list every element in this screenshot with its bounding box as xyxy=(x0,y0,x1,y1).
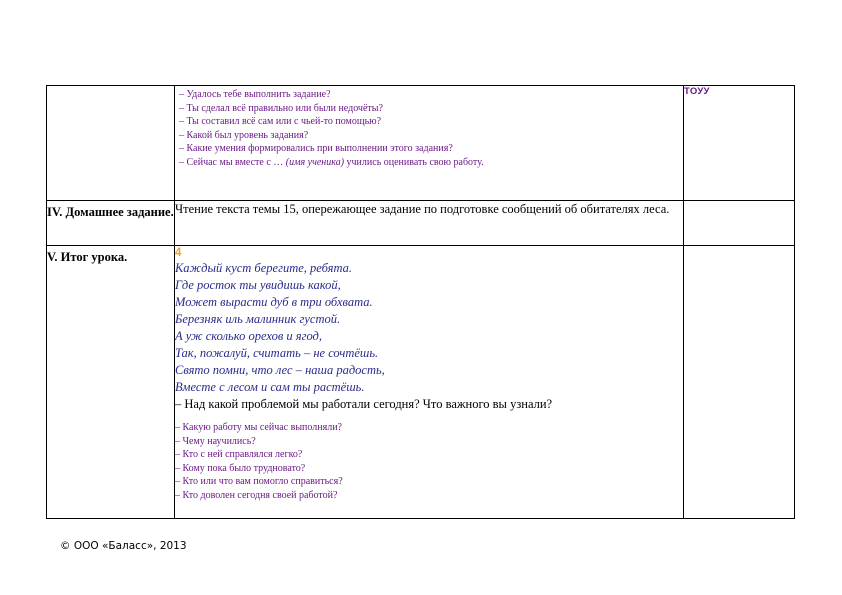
question-line: – Кому пока было трудновато? xyxy=(175,462,306,474)
poem-line: Может вырасти дуб в три обхвата. xyxy=(175,295,373,309)
section-title: IV. Домашнее задание. xyxy=(47,201,175,246)
question-text: учились оценивать свою работу. xyxy=(344,156,484,168)
homework-text: Чтение текста темы 15, опережающее задание по подготовке сообщений об обитателях леса. xyxy=(175,201,684,246)
poem-line: Где росток ты увидишь какой, xyxy=(175,278,341,292)
table-row xyxy=(47,86,795,201)
reflection-questions xyxy=(175,421,683,503)
question-line: – Какую работу мы сейчас выполняли? xyxy=(175,422,342,433)
table-cell-note xyxy=(684,201,795,246)
section-title: V. Итог урока. xyxy=(47,246,175,519)
poem-line: Каждый куст берегите, ребята. xyxy=(175,261,352,275)
table-cell-note xyxy=(684,246,795,519)
table-row xyxy=(47,201,795,246)
table-cell-section xyxy=(47,86,175,201)
lesson-table xyxy=(46,85,795,519)
question-text: – Сейчас мы вместе с … xyxy=(179,156,286,168)
poem-line: Свято помни, что лес – наша радость, xyxy=(175,363,385,377)
step-number: 4 xyxy=(175,247,182,259)
question-line: – Какие умения формировались при выполнении этого задания? xyxy=(179,143,453,155)
question-line: – Ты составил всё сам или с чьей-то помощью? xyxy=(179,116,382,128)
question-line: – Кто доволен сегодня своей работой? xyxy=(175,489,338,501)
copyright-footer: © ООО «Баласс», 2013 xyxy=(60,540,187,552)
student-name-placeholder: (имя ученика) xyxy=(285,156,345,168)
question-line: – Кто с ней справлялся легко? xyxy=(175,449,303,461)
question-line: – Удалось тебе выполнить задание? xyxy=(179,89,331,100)
summary-question: – Над какой проблемой мы работали сегодня? Что важного вы узнали? xyxy=(175,397,553,411)
question-line: – Ты сделал всё правильно или были недочёты? xyxy=(179,102,383,114)
table-row xyxy=(47,246,795,519)
table-cell-content xyxy=(175,246,684,519)
question-line: – Чему научились? xyxy=(175,435,256,447)
question-line: – Кто или что вам помогло справиться? xyxy=(175,476,343,488)
uud-note: ТОУУ xyxy=(684,86,795,201)
poem-line: А уж сколько орехов и ягод, xyxy=(175,329,323,343)
question-line xyxy=(179,156,677,170)
poem-line: Вместе с лесом и сам ты растёшь. xyxy=(175,380,365,394)
poem-line: Так, пожалуй, считать – не сочтёшь. xyxy=(175,346,379,360)
poem-line: Березняк иль малинник густой. xyxy=(175,312,341,326)
question-line: – Какой был уровень задания? xyxy=(179,129,309,141)
table-cell-content xyxy=(175,86,684,201)
